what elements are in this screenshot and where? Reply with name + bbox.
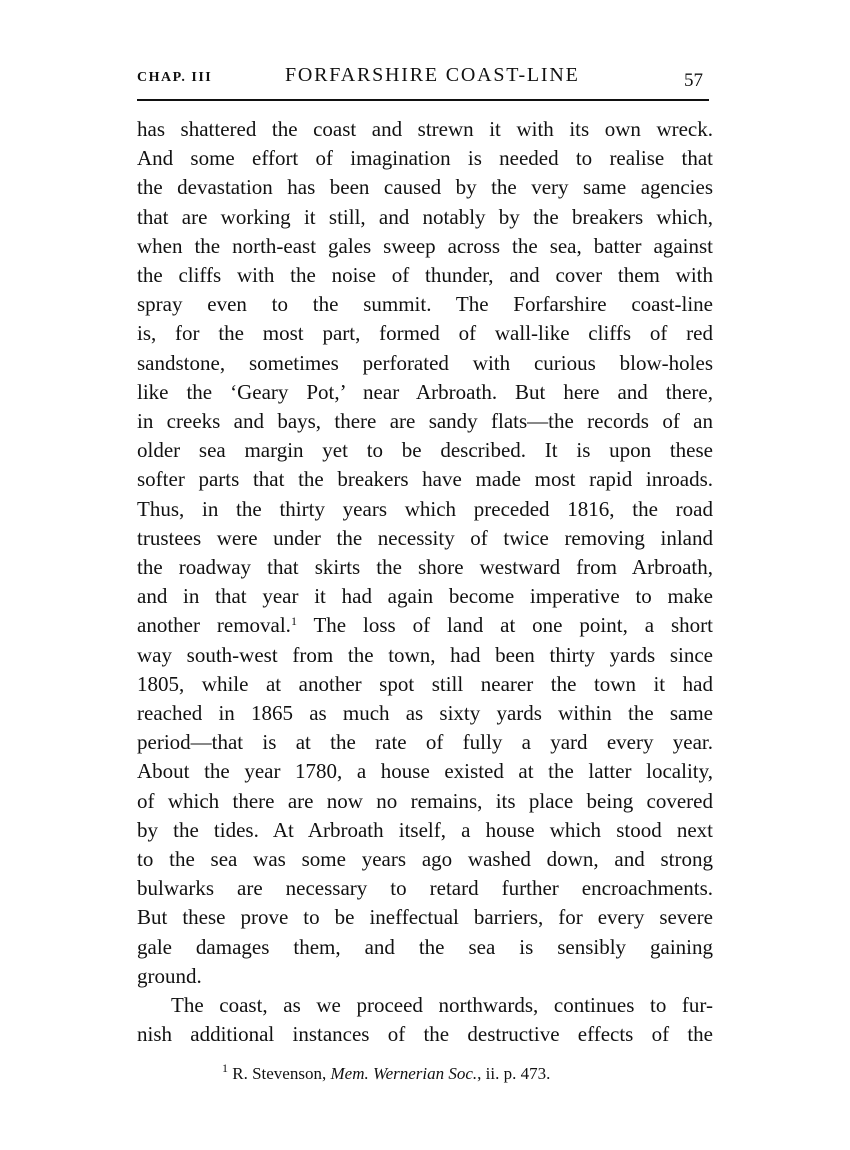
text-line: way south-west from the town, had been thirty yards since	[137, 642, 713, 667]
text-line: like the ‘Geary Pot,’ near Arbroath. But here and there,	[137, 379, 713, 404]
text-segment: another removal.	[137, 613, 291, 638]
text-line: older sea margin yet to be described. It is upon these	[137, 438, 713, 463]
footnote-journal: Mem. Wernerian Soc.	[330, 1064, 478, 1083]
text-line: softer parts that the breakers have made most rapid inroads.	[137, 467, 713, 492]
text-line: has shattered the coast and strewn it with its own wreck.	[137, 117, 713, 141]
text-line: the cliffs with the noise of thunder, and cover them with	[137, 263, 713, 288]
text-line: and in that year it had again become imperative to make	[137, 584, 713, 609]
text-line: About the year 1780, a house existed at the latter locality,	[137, 759, 713, 784]
text-line: But these prove to be ineffectual barriers, for every severe	[137, 905, 713, 930]
text-line: to the sea was some years ago washed down, and strong	[137, 847, 713, 872]
text-line: when the north-east gales sweep across the sea, batter against	[137, 233, 713, 258]
text-line: sandstone, sometimes perforated with curious blow-holes	[137, 350, 713, 375]
text-line: Thus, in the thirty years which preceded 1816, the road	[137, 496, 713, 521]
footnote-author: R. Stevenson,	[232, 1064, 327, 1083]
text-line: And some effort of imagination is needed to realise that	[137, 146, 713, 171]
text-segment: The loss of land at one point, a short	[313, 613, 713, 638]
text-line: gale damages them, and the sea is sensibly gaining	[137, 934, 713, 959]
text-line: of which there are now no remains, its place being covered	[137, 788, 713, 813]
text-line: nish additional instances of the destructive effects of the	[137, 1022, 713, 1047]
footnote-reference: , ii. p. 473.	[477, 1064, 551, 1083]
running-title: FORFARSHIRE COAST-LINE	[285, 64, 580, 86]
body-text	[137, 115, 713, 1050]
text-line: is, for the most part, formed of wall-like cliffs of red	[137, 321, 713, 346]
footnote	[222, 1061, 551, 1084]
text-line: reached in 1865 as much as sixty yards within the same	[137, 701, 713, 726]
text-line: The coast, as we proceed northwards, continues to fur-	[171, 993, 713, 1018]
running-head	[137, 64, 709, 94]
text-line: bulwarks are necessary to retard further encroachments.	[137, 876, 713, 901]
text-line: trustees were under the necessity of twice removing inland	[137, 525, 713, 550]
header-rule	[137, 99, 709, 101]
text-line-with-footnote	[137, 611, 713, 640]
text-line: by the tides. At Arbroath itself, a house which stood next	[137, 817, 713, 842]
text-line: spray even to the summit. The Forfarshire coast-line	[137, 292, 713, 317]
text-line: the devastation has been caused by the very same agencies	[137, 175, 713, 200]
text-line: period—that is at the rate of fully a yard every year.	[137, 730, 713, 755]
page-number: 57	[684, 70, 703, 91]
footnote-number: 1	[222, 1061, 228, 1075]
footnote-marker: 1	[290, 614, 297, 629]
chapter-label: CHAP. III	[137, 70, 213, 85]
text-line: ground.	[137, 963, 202, 988]
text-line: that are working it still, and notably by the breakers which,	[137, 204, 713, 229]
text-line: in creeks and bays, there are sandy flats—the records of an	[137, 409, 713, 434]
text-line: the roadway that skirts the shore westward from Arbroath,	[137, 555, 713, 580]
text-line: 1805, while at another spot still nearer the town it had	[137, 671, 713, 696]
